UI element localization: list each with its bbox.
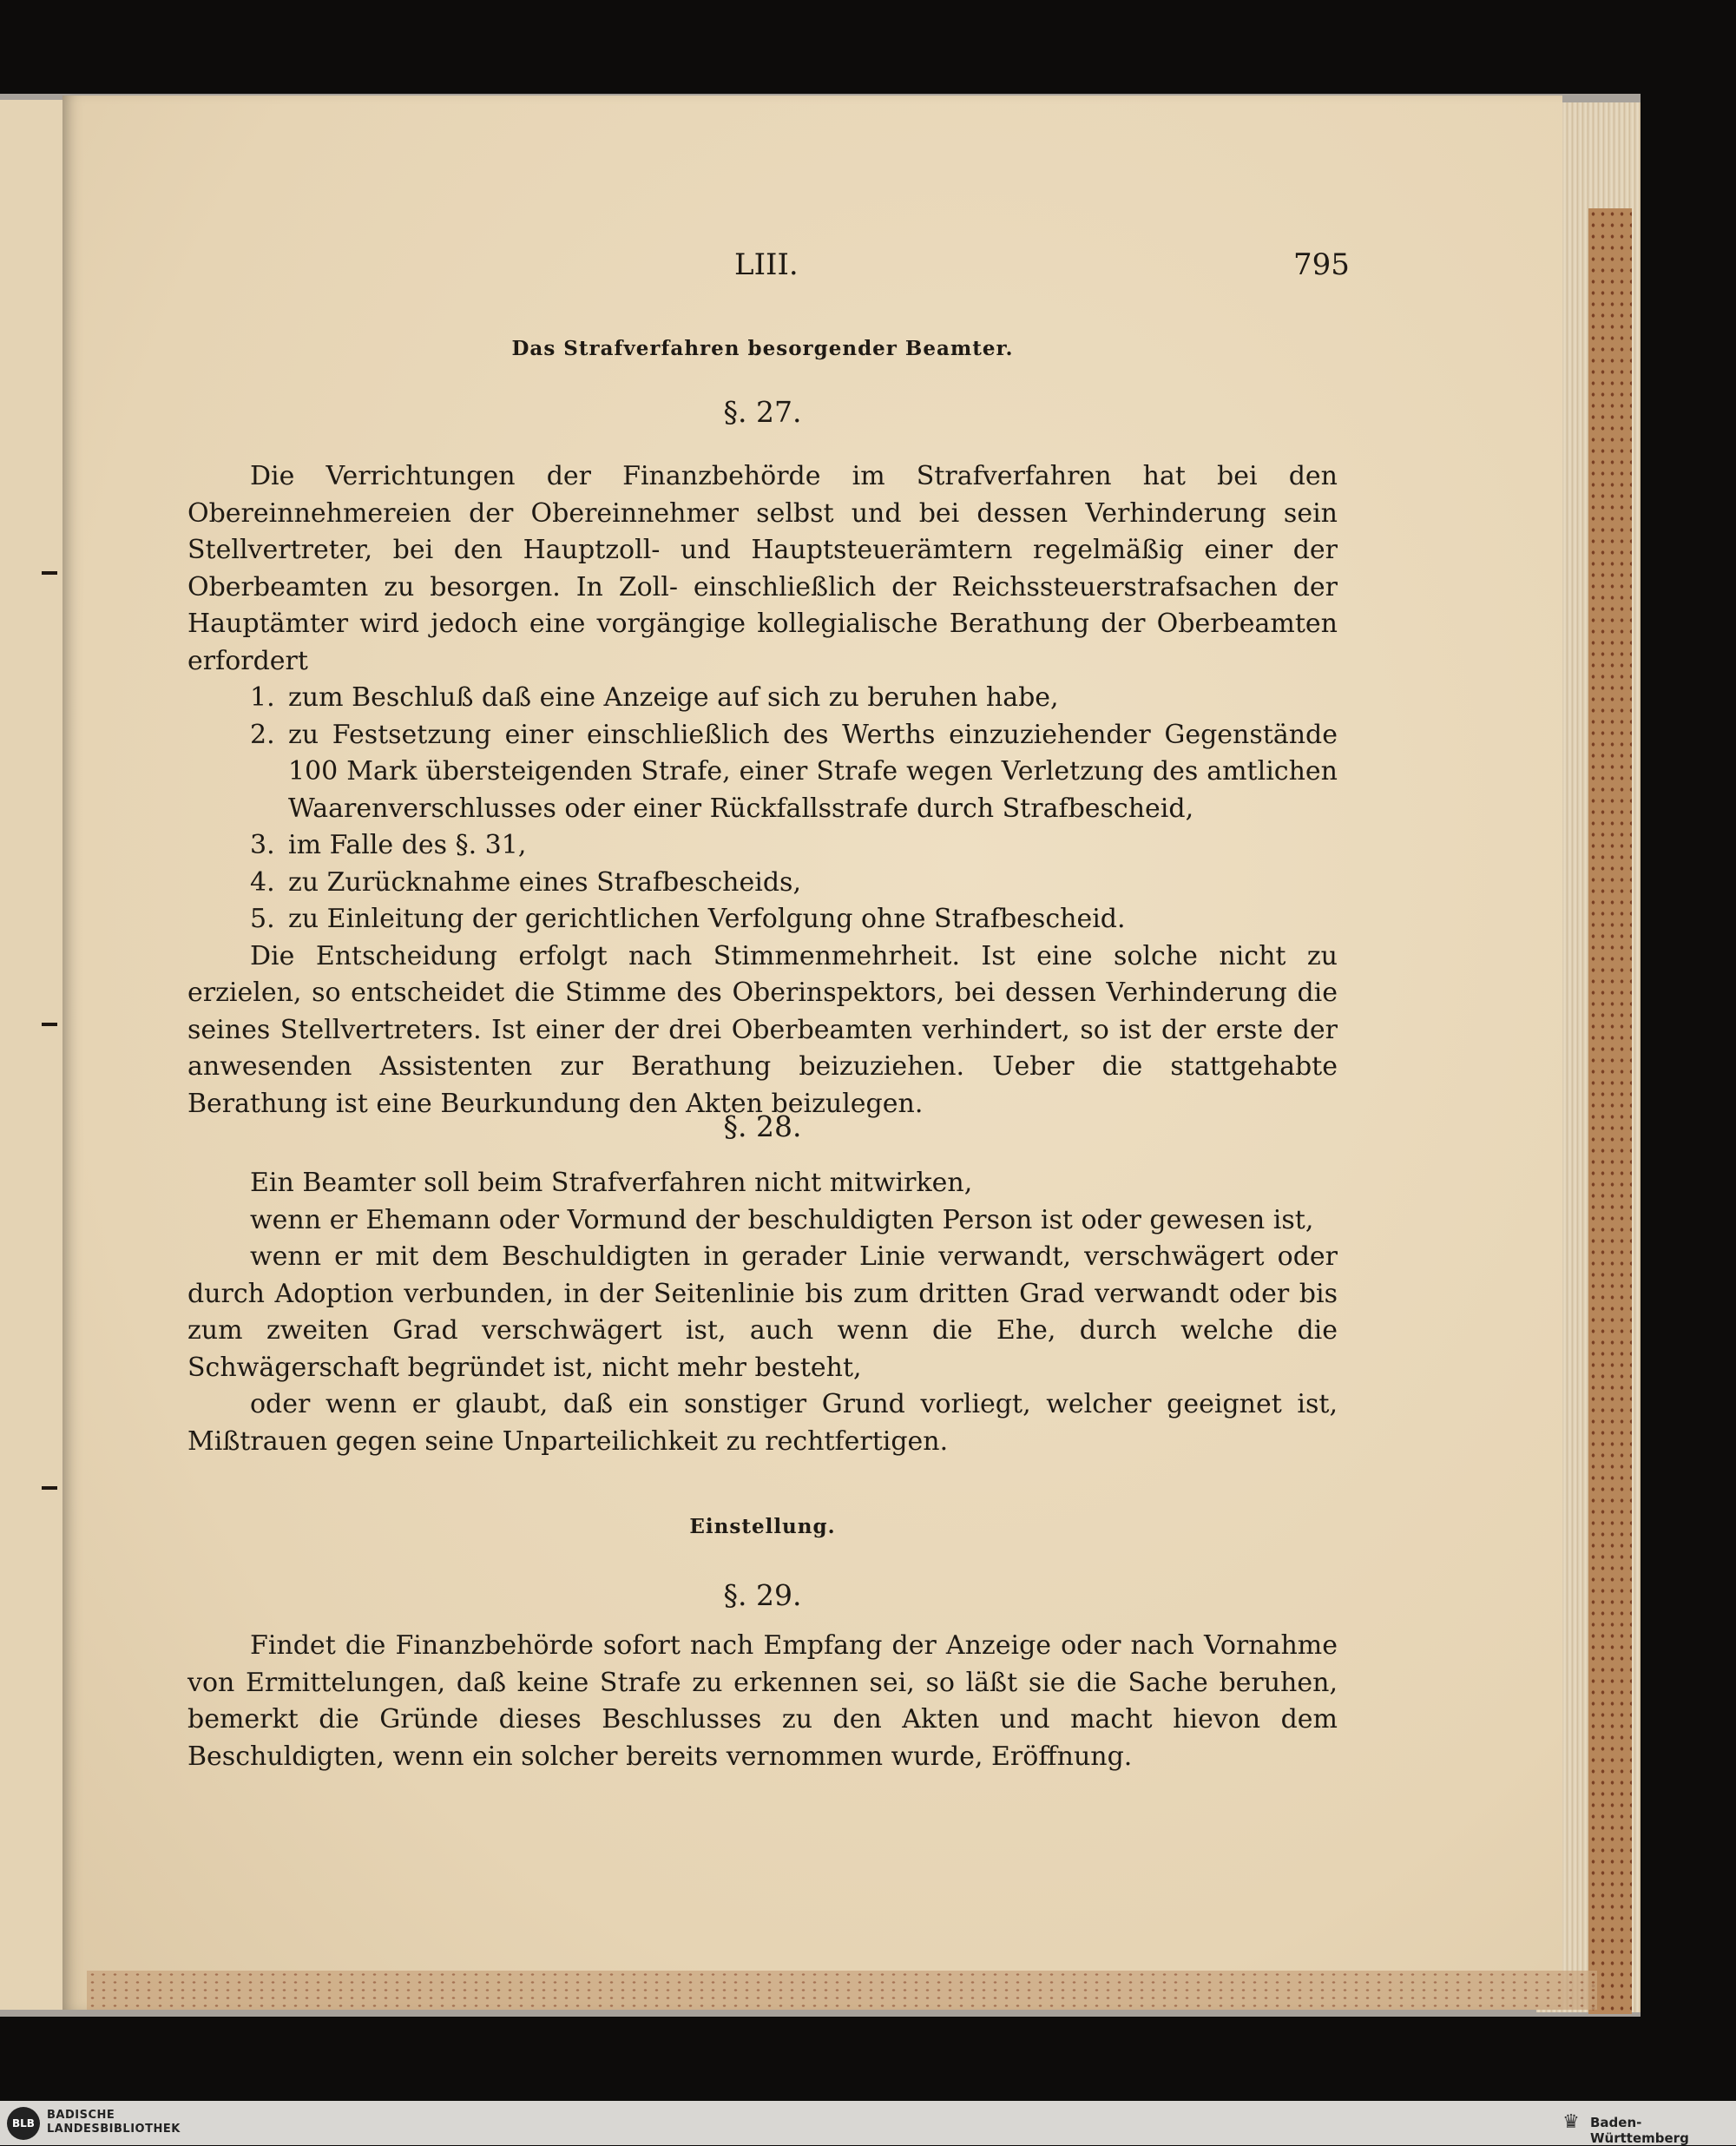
list-item xyxy=(187,680,1338,717)
state-name[interactable]: Baden-Württemberg xyxy=(1590,2115,1689,2146)
book-cover-edge xyxy=(1588,208,1632,2014)
list-item-number: 4. xyxy=(250,866,275,898)
lions-crest-icon: ♛ xyxy=(1562,2111,1580,2133)
list-item-number: 3. xyxy=(250,830,275,860)
list-item xyxy=(187,827,1338,865)
list-item-number: 5. xyxy=(250,904,275,934)
section-27-intro: Die Verrichtungen der Finanzbehörde im Strafverfahren hat bei den Obereinnehmereien der Obereinnehmer selbst und bei dessen Verhinderung sein Stellvertreter, bei den Hauptzoll- und Hauptsteuerämtern regelmäßig einer der Oberbeamten zu besorgen. In Zoll- einschließlich der Reichssteuerstrafsachen der Hauptämter wird jedoch eine vorgängige kollegialische Berathung der Oberbeamten erfordert xyxy=(187,461,1338,676)
section-28-line-3: wenn er mit dem Beschuldigten in gerader Linie verwandt, verschwägert oder durch Adoption verbunden, in der Seitenlinie bis zum dritten Grad verwandt oder bis zum zweiten Grad verschwägert ist, auch wenn die Ehe, durch welche die Schwägerschaft begründet ist, nicht mehr besteht, xyxy=(187,1241,1338,1383)
footer-bar xyxy=(0,2101,1736,2145)
section-28-line-1: Ein Beamter soll beim Strafverfahren nicht mitwirken, xyxy=(250,1168,973,1198)
blb-logo[interactable]: BLB xyxy=(7,2107,40,2140)
page-number: 795 xyxy=(1293,247,1350,282)
section-28-body xyxy=(187,1165,1338,1460)
list-item-text: im Falle des §. 31, xyxy=(288,830,527,860)
margin-mark xyxy=(42,1023,57,1026)
list-item-text: zu Festsetzung einer einschließlich des Werths einzuziehender Gegenstände 100 Mark übersteigenden Strafe, einer Strafe wegen Verletzung des amtlichen Waarenverschlusses oder einer Rückfallsstrafe durch Strafbescheid, xyxy=(288,719,1338,824)
library-name-line-1: BADISCHE xyxy=(47,2109,115,2122)
left-page-edge xyxy=(0,100,62,2010)
section-27-closing: Die Entscheidung erfolgt nach Stimmenmehrheit. Ist eine solche nicht zu erzielen, so entscheidet die Stimme des Oberinspektors, bei dessen Verhinderung die seines Stellvertreters. Ist einer der drei Oberbeamten verhindert, so ist der erste der anwesenden Assistenten zur Berathung beizuziehen. Ueber die stattgehabte Berathung ist eine Beurkundung den Akten beizulegen. xyxy=(187,940,1338,1119)
section-28-line-4: oder wenn er glaubt, daß ein sonstiger Grund vorliegt, welcher geeignet ist, Mißtrauen gegen seine Unparteilichkeit zu rechtfertigen. xyxy=(187,1389,1338,1457)
margin-mark xyxy=(42,1486,57,1490)
heading-strafverfahren-beamter: Das Strafverfahren besorgender Beamter. xyxy=(511,337,1014,360)
list-item-text: zu Einleitung der gerichtlichen Verfolgung ohne Strafbescheid. xyxy=(288,904,1126,934)
list-item xyxy=(187,901,1338,938)
section-29-heading: §. 29. xyxy=(723,1578,802,1612)
list-item xyxy=(187,717,1338,828)
library-name-line-2: LANDESBIBLIOTHEK xyxy=(47,2123,181,2136)
heading-einstellung: Einstellung. xyxy=(689,1515,836,1538)
list-item-text: zu Zurücknahme eines Strafbescheids, xyxy=(288,866,801,898)
library-name xyxy=(47,2109,181,2136)
list-item-text: zum Beschluß daß eine Anzeige auf sich zu beruhen habe, xyxy=(288,682,1059,713)
section-28-line-2: wenn er Ehemann oder Vormund der beschuldigten Person ist oder gewesen ist, xyxy=(250,1204,1314,1235)
section-29-text: Findet die Finanzbehörde sofort nach Empfang der Anzeige oder nach Vornahme von Ermittelungen, daß keine Strafe zu erkennen sei, so läßt sie die Sache beruhen, bemerkt die Gründe dieses Beschlusses zu den Akten und macht hievon dem Beschuldigten, wenn ein solcher bereits vernommen wurde, Eröffnung. xyxy=(187,1630,1338,1772)
section-28-heading: §. 28. xyxy=(723,1109,802,1143)
list-item-number: 2. xyxy=(250,719,275,750)
margin-mark xyxy=(42,571,57,575)
section-27-body xyxy=(187,458,1338,1122)
list-item xyxy=(187,865,1338,902)
chapter-number: LIII. xyxy=(734,247,799,282)
list-item-number: 1. xyxy=(250,682,275,713)
section-27-heading: §. 27. xyxy=(723,395,802,429)
section-29-body xyxy=(187,1628,1338,1775)
page-bottom-edge xyxy=(87,1971,1597,2010)
